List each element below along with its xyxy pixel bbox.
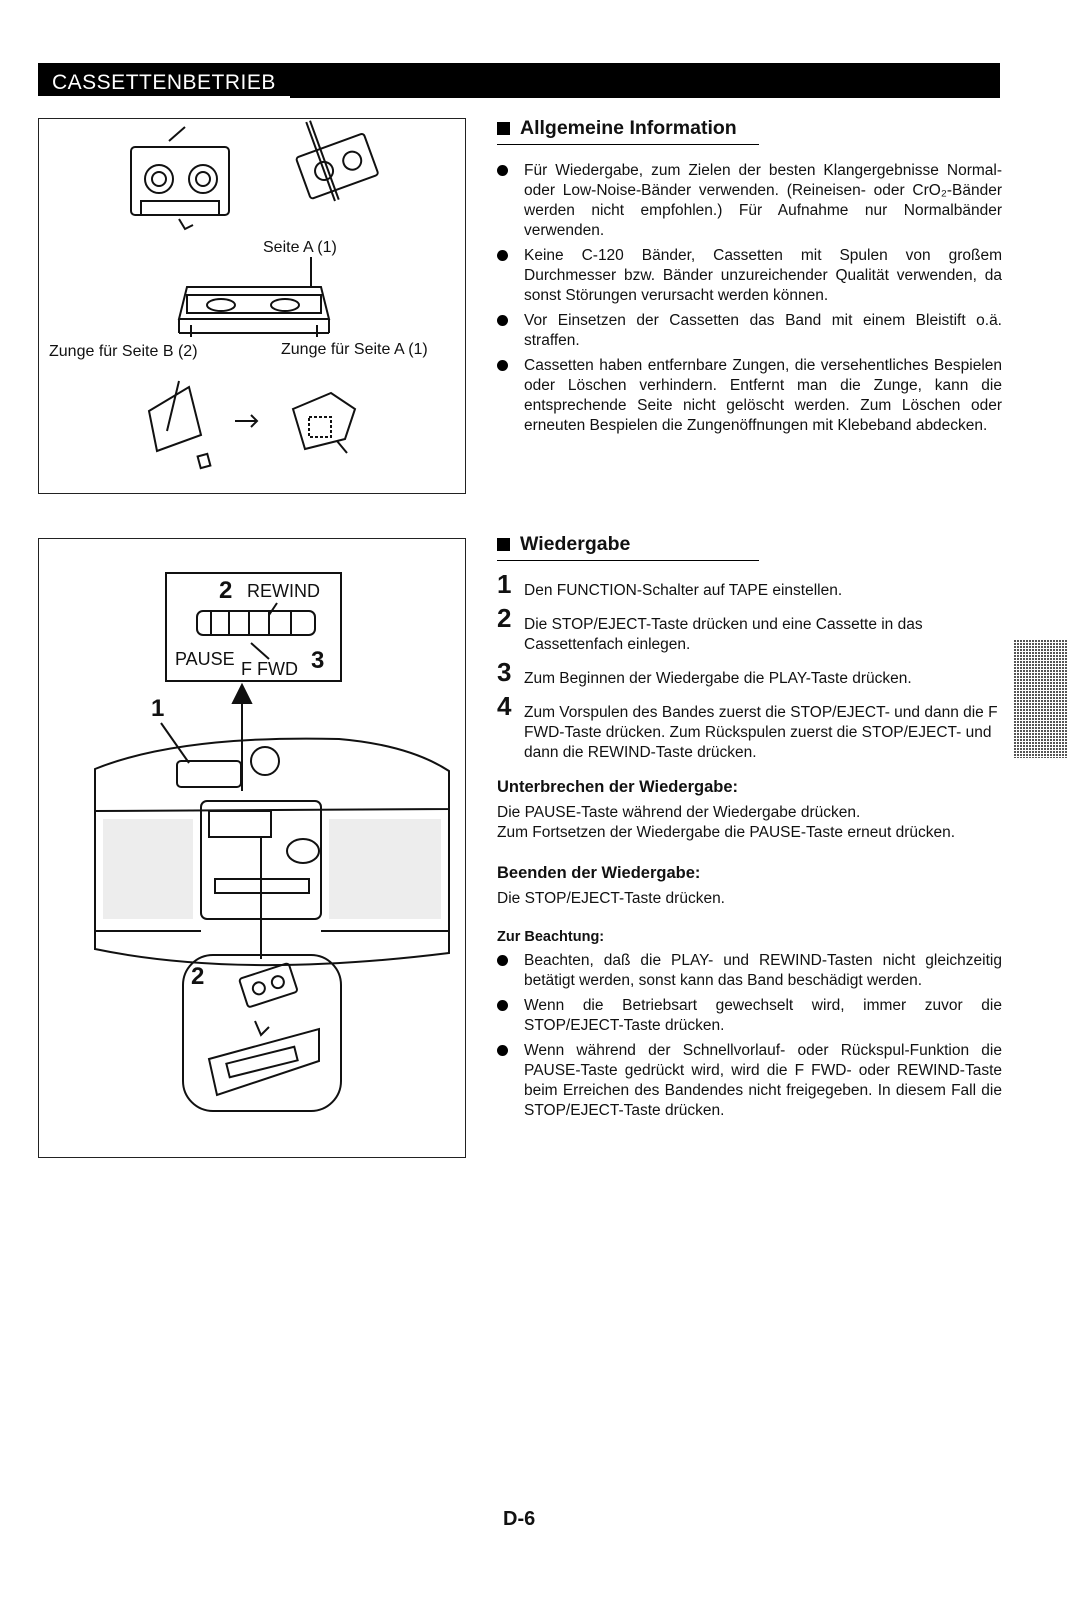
callout-number-3: 3: [311, 647, 325, 674]
list-item: Für Wiedergabe, zum Zielen der besten Klangergebnisse Normal- oder Low-Noise-Bänder verwenden. (Reineisen- oder CrO₂-Bänder werden nicht empfohlen.) Für Aufnahme nur Normalbänder verwenden.: [497, 161, 1002, 241]
bullet-icon: [497, 315, 508, 326]
section-header-bar: [38, 63, 1000, 98]
stop-subheading: Beenden der Wiedergabe:: [497, 864, 701, 882]
list-item: Vor Einsetzen der Cassetten das Band mit einem Bleistift o.ä. straffen.: [497, 311, 1002, 351]
callout-number-2-insert: 2: [191, 963, 205, 990]
list-item: Keine C-120 Bänder, Cassetten mit Spulen von großem Durchmesser bzw. Bänder unzureichender Qualität verwenden, da sonst Störungen verursacht werden können.: [497, 246, 1002, 306]
general-info-list: [497, 161, 1002, 436]
tab-side-a-label: Zunge für Seite A (1): [281, 341, 428, 358]
step-item: 4 Zum Vorspulen des Bandes zuerst die STOP/EJECT- und dann die F FWD-Taste drücken. Zum Rückspulen zuerst die STOP/EJECT- und dann die REWIND-Taste drücken.: [497, 691, 998, 761]
pause-text: Die PAUSE-Taste während der Wiedergabe drücken.: [497, 804, 861, 821]
bullet-icon: [497, 250, 508, 261]
list-item: Wenn während der Schnellvorlauf- oder Rückspul-Funktion die PAUSE-Taste gedrückt wird, wird die F FWD- oder REWIND-Taste beim Erreichen des Bandendes nicht freigegeben. In diesem Fall die STOP/EJECT-Taste drücken.: [497, 1041, 1002, 1121]
ffwd-label: F FWD: [241, 659, 298, 679]
rewind-label: REWIND: [247, 581, 320, 601]
page-number: D-6: [503, 1508, 536, 1530]
resume-text: Zum Fortsetzen der Wiedergabe die PAUSE-Taste erneut drücken.: [497, 824, 956, 841]
list-item: Cassetten haben entfernbare Zungen, die versehentliches Bespielen oder Löschen verhindern. Entfernt man die Zunge, kann die entsprechende Seite nicht gelöscht werden. Zum Löschen oder erneuten Bespielen die Zungenöffnungen mit Klebeband abdecken.: [497, 356, 1002, 436]
playback-heading: Wiedergabe: [497, 534, 1002, 554]
step-item: 2 Die STOP/EJECT-Taste drücken und eine Cassette in das Cassettenfach einlegen.: [497, 603, 923, 653]
bullet-icon: [497, 1045, 508, 1056]
heading-square-icon: [497, 538, 510, 551]
playback-section: [497, 534, 1002, 1126]
boombox-figure: [38, 538, 466, 1158]
tab-side-b-label: Zunge für Seite B (2): [49, 343, 198, 360]
side-a-label: Seite A (1): [263, 239, 337, 256]
pause-label: PAUSE: [175, 649, 235, 669]
boombox-illustration: [39, 539, 465, 1157]
bullet-icon: [497, 165, 508, 176]
step-item: 1 Den FUNCTION-Schalter auf TAPE einstellen.: [497, 569, 843, 599]
note-heading: Zur Beachtung:: [497, 929, 605, 945]
step-item: 3 Zum Beginnen der Wiedergabe die PLAY-Taste drücken.: [497, 657, 912, 687]
general-info-heading: Allgemeine Information: [497, 118, 1002, 138]
note-list: [497, 951, 1002, 1121]
general-info-section: [497, 118, 1002, 441]
list-item: Wenn die Betriebsart gewechselt wird, immer zuvor die STOP/EJECT-Taste drücken.: [497, 996, 1002, 1036]
bullet-icon: [497, 1000, 508, 1011]
section-title: CASSETTENBETRIEB: [38, 63, 290, 98]
heading-rule: [497, 144, 759, 145]
stop-text: Die STOP/EJECT-Taste drücken.: [497, 890, 725, 907]
chapter-tab-marker: [1014, 640, 1068, 758]
cassette-tabs-figure: [38, 118, 466, 494]
callout-number-1: 1: [151, 695, 165, 722]
bullet-icon: [497, 360, 508, 371]
cassette-illustration: [39, 119, 465, 493]
bullet-icon: [497, 955, 508, 966]
heading-square-icon: [497, 122, 510, 135]
callout-number-2: 2: [219, 577, 233, 604]
list-item: Beachten, daß die PLAY- und REWIND-Tasten nicht gleichzeitig betätigt werden, sonst kann das Band beschädigt werden.: [497, 951, 1002, 991]
pause-subheading: Unterbrechen der Wiedergabe:: [497, 778, 738, 796]
